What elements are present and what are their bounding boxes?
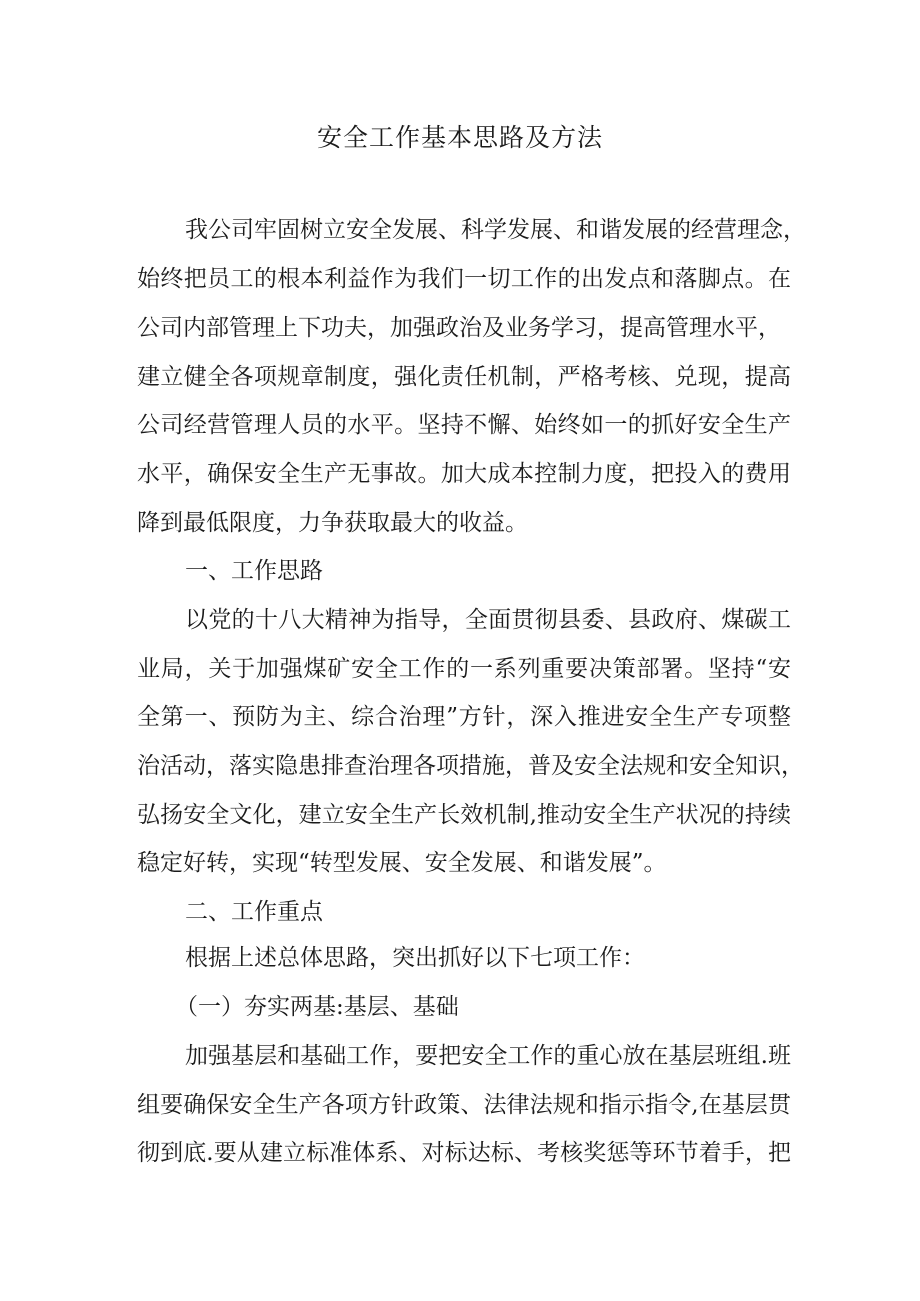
section-heading: 二、工作重点: [185, 899, 323, 925]
section-heading: 一、工作思路: [185, 558, 323, 584]
paragraph-line: 根据上述总体思路，突出抓好以下七项工作：: [185, 945, 645, 971]
paragraph-line: 组要确保安全生产各项方针政策、法律法规和指示指令,在基层贯: [137, 1092, 791, 1118]
paragraph-line: 公司内部管理上下功夫，加强政治及业务学习，提高管理水平，: [137, 315, 781, 341]
paragraph-line: 水平，确保安全生产无事故。加大成本控制力度，把投入的费用: [137, 461, 791, 487]
paragraph-line: 弘扬安全文化，建立安全生产长效机制,推动安全生产状况的持续: [137, 802, 791, 828]
paragraph-line: 加强基层和基础工作，要把安全工作的重心放在基层班组.班: [185, 1043, 791, 1069]
paragraph-line: 稳定好转，实现“转型发展、安全发展、和谐发展”。: [137, 850, 667, 876]
subsection-heading: （一）夯实两基:基层、基础: [175, 994, 459, 1020]
paragraph-line: 始终把员工的根本利益作为我们一切工作的出发点和落脚点。在: [137, 266, 791, 292]
paragraph-line: 公司经营管理人员的水平。坚持不懈、始终如一的抓好安全生产: [137, 412, 791, 438]
paragraph-line: 治活动，落实隐患排查治理各项措施，普及安全法规和安全知识，: [137, 753, 804, 779]
document-title: 安全工作基本思路及方法: [316, 123, 603, 152]
paragraph-line: 全第一、预防为主、综合治理”方针，深入推进安全生产专项整: [137, 704, 791, 730]
paragraph-line: 彻到底.要从建立标准体系、对标达标、考核奖惩等环节着手，把: [137, 1140, 791, 1166]
paragraph-line: 降到最低限度，力争获取最大的收益。: [137, 510, 528, 536]
paragraph-line: 业局，关于加强煤矿安全工作的一系列重要决策部署。坚持“安: [137, 656, 791, 682]
paragraph-line: 以党的十八大精神为指导，全面贯彻县委、县政府、煤碳工: [185, 607, 791, 633]
paragraph-line: 我公司牢固树立安全发展、科学发展、和谐发展的经营理念，: [185, 217, 806, 243]
paragraph-line: 建立健全各项规章制度，强化责任机制，严格考核、兑现，提高: [137, 364, 791, 390]
